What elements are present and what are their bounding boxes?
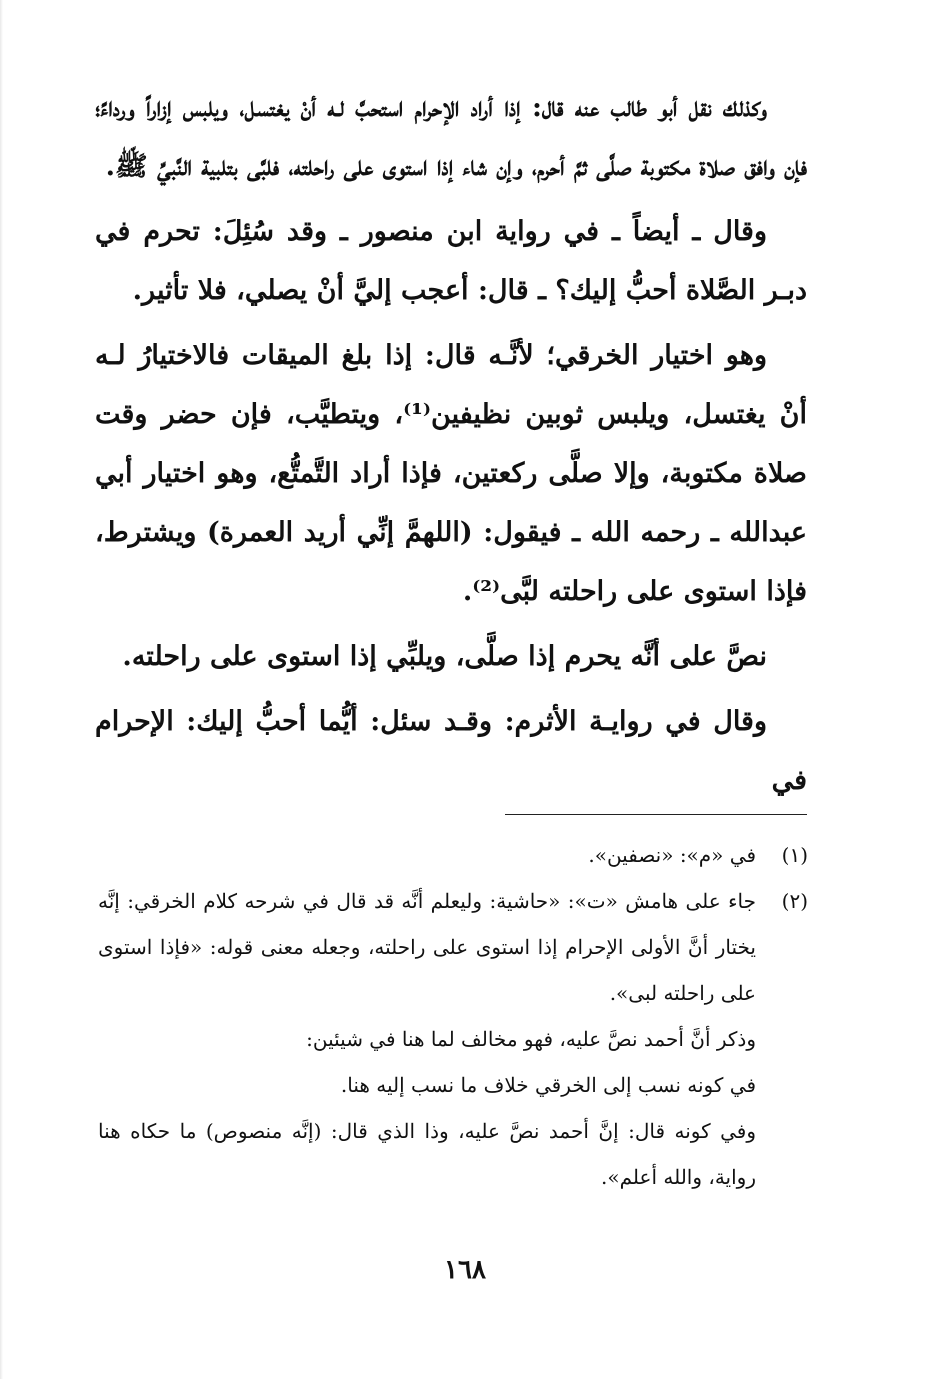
footnote-number: (٢) [781, 889, 808, 913]
footnote-2 [98, 878, 808, 1200]
paragraph-ibn-mansur: وقال ـ أيضاً ـ في رواية ابن منصور ـ وقد سُئِلَ: تحرم في دبـر الصَّلاة أحبُّ إليك؟ ـ قال: أعجب إليَّ أنْ يصلي، فلا تأثير. [95, 216, 807, 306]
footnote-number: (١) [781, 843, 808, 867]
footnote-divider [505, 814, 807, 815]
footnote-1 [98, 832, 808, 878]
paragraph-abu-talib: وكذلك نقل أبو طالب عنه قال: إذا أراد الإحرام استحبَّ لـه أنْ يغتسل، ويلبس إزاراً ورداءً؛ فإن وافق صلاة مكتوبة صلَّى ثمَّ أحرم، وإن شاء إذا استوى على راحلته، فلبَّى بتلبية النَّبيِّ ﷺ. [95, 92, 807, 182]
paragraph-athram: وقال في روايـة الأثرم: وقـد سئل: أيُّما أحبُّ إليك: الإحرام في [95, 706, 807, 796]
footnote-body [98, 878, 756, 1200]
paragraph-nass: نصَّ على أنَّه يحرم إذا صلَّى، ويلبِّي إذا استوى على راحلته. [122, 641, 767, 672]
page-number: ١٦٨ [444, 1255, 486, 1285]
page-edge-shadow [0, 0, 3, 1379]
footnote-line: وفي كونه قال: إنَّ أحمد نصَّ عليه، وذا الذي قال: (إنَّه منصوص) ما حكاه هنا رواية، والله أعلم». [98, 1119, 756, 1189]
main-text-block [95, 78, 807, 816]
paragraph-kharaqi: وهو اختيار الخرقي؛ لأنَّـه قال: إذا بلغ الميقات فالاختيارُ لـه أنْ يغتسل، ويلبس ثوبين نظيفين⁽¹⁾، ويتطيَّب، فإن حضر وقت صلاة مكتوبة، وإلا صلَّى ركعتين، فإذا أراد التَّمتُّع، وهو اختيار أبي عبدالله ـ رحمه الله ـ فيقول: (اللهمَّ إنِّي أريد العمرة) ويشترط، فإذا استوى على راحلته لبَّى⁽²⁾. [95, 340, 807, 607]
footnote-line: في كونه نسب إلى الخرقي خلاف ما نسب إليه هنا. [340, 1073, 756, 1097]
footnote-line: في «م»: «نصفين». [588, 843, 756, 867]
footnote-body [98, 832, 756, 878]
footnote-line: جاء على هامش «ت»: «حاشية: وليعلم أنَّه قد قال في شرحه كلام الخرقي: إنَّه يختار أنَّ الأولى الإحرام إذا استوى على راحلته، وجعله معنى قوله: «فإذا استوى على راحلته لبى». [98, 889, 756, 1005]
footnotes-section [98, 832, 808, 1200]
footnote-line: وذكر أنَّ أحمد نصَّ عليه، فهو مخالف لما هنا في شيئين: [306, 1027, 756, 1051]
